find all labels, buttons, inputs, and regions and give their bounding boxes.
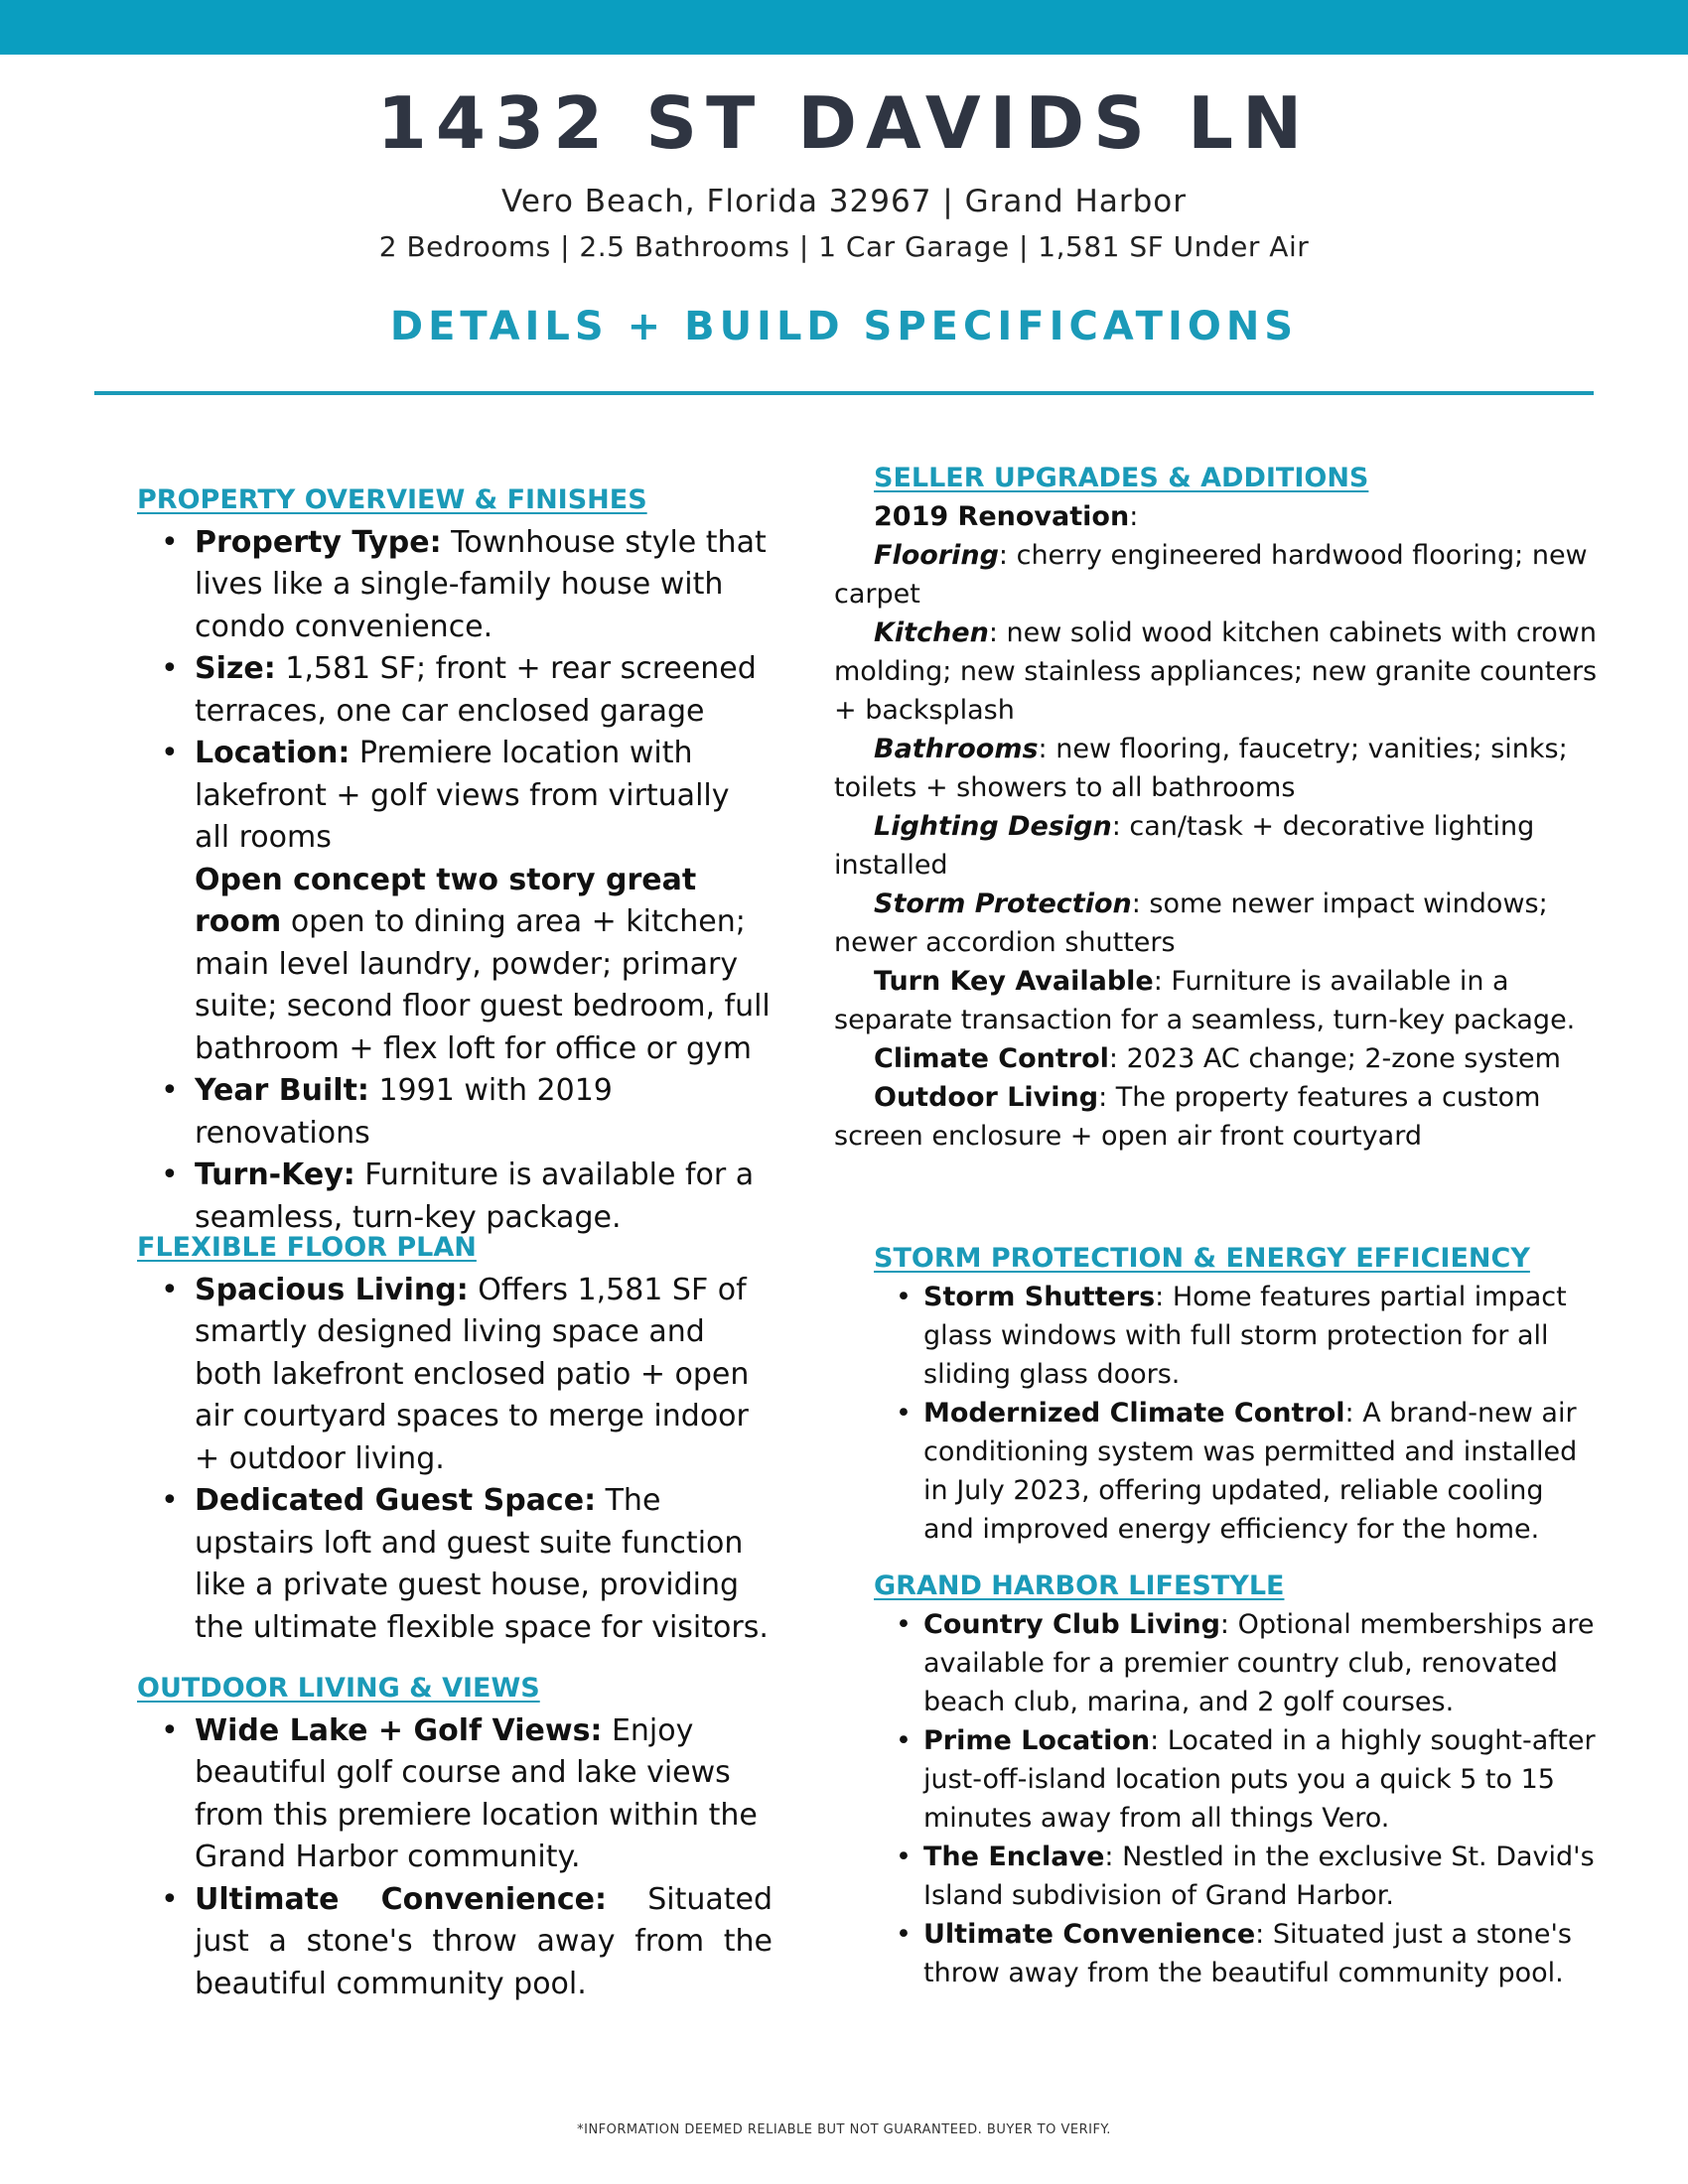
- item-label: Lighting Design: [874, 811, 1112, 842]
- item-label: Year Built:: [195, 1073, 369, 1108]
- item-text: Premiere location with lakefront + golf views from virtually all rooms: [195, 736, 730, 855]
- upgrade-item: [834, 1078, 1599, 1156]
- list-item: [137, 1710, 773, 1879]
- renovation-label: 2019 Renovation: [874, 501, 1130, 532]
- item-text: : cherry engineered hardwood flooring; new carpet: [834, 540, 1588, 610]
- list-item: [834, 1838, 1599, 1915]
- item-text: 1,581 SF; front + rear screened terraces, one car enclosed garage: [195, 651, 757, 729]
- upgrade-item: [834, 730, 1599, 807]
- item-text: Enjoy beautiful golf course and lake views from this premiere location within the Grand Harbor community.: [195, 1712, 758, 1874]
- section-title: DETAILS + BUILD SPECIFICATIONS: [389, 304, 1299, 349]
- list-item: [834, 1278, 1599, 1394]
- item-text: : A brand-new air conditioning system was permitted and installed in July 2023, offering updated, reliable cooling and improved energy efficiency for the home.: [923, 1398, 1578, 1545]
- upgrades-section: [834, 459, 1599, 1156]
- item-label: Wide Lake + Golf Views:: [195, 1712, 603, 1748]
- list-item: [137, 1070, 773, 1155]
- list-item: [137, 522, 773, 649]
- floor-plan-section: [137, 1227, 773, 1649]
- item-text: Furniture is available for a seamless, turn-key package.: [195, 1158, 755, 1235]
- page-title: 1432 ST DAVIDS LN: [376, 81, 1312, 165]
- item-text: 1991 with 2019 renovations: [195, 1073, 613, 1151]
- item-label: Modernized Climate Control: [923, 1398, 1345, 1429]
- item-label: Flooring: [874, 540, 999, 571]
- item-label: Location:: [195, 736, 351, 770]
- item-label: Open concept two story great room: [195, 862, 697, 939]
- divider: [94, 391, 1594, 395]
- property-overview-section: [137, 479, 773, 1239]
- upgrade-item: [834, 614, 1599, 730]
- upgrade-item: [834, 885, 1599, 962]
- top-accent-bar: [0, 0, 1688, 55]
- renovation-colon: :: [1129, 501, 1139, 532]
- item-text: : Nestled in the exclusive St. David's Island subdivision of Grand Harbor.: [923, 1842, 1595, 1911]
- list-item: [834, 1721, 1599, 1838]
- list-item: [834, 1394, 1599, 1549]
- specs-line: 2 Bedrooms | 2.5 Bathrooms | 1 Car Garage | 1,581 SF Under Air: [378, 230, 1310, 263]
- item-text: : The property features a custom screen enclosure + open air front courtyard: [834, 1082, 1541, 1152]
- item-text: : some newer impact windows; newer accordion shutters: [834, 888, 1548, 958]
- item-text: : new flooring, faucetry; vanities; sinks; toilets + showers to all bathrooms: [834, 734, 1568, 803]
- item-label: Storm Shutters: [923, 1282, 1156, 1312]
- upgrade-item: [834, 807, 1599, 885]
- item-label: Dedicated Guest Space:: [195, 1483, 597, 1518]
- outdoor-heading: OUTDOOR LIVING & VIEWS: [137, 1673, 540, 1704]
- outdoor-section: [137, 1668, 773, 2005]
- disclaimer: *INFORMATION DEEMED RELIABLE BUT NOT GUARANTEED. BUYER TO VERIFY.: [577, 2122, 1111, 2137]
- item-label: Ultimate Convenience: [923, 1919, 1256, 1950]
- item-text: : Furniture is available in a separate transaction for a seamless, turn-key package.: [834, 966, 1576, 1035]
- item-label: Spacious Living:: [195, 1272, 469, 1307]
- storm-energy-section: [834, 1239, 1599, 1549]
- item-text: : Optional memberships are available for a premier country club, renovated beach club, marina, and 2 golf courses.: [923, 1609, 1595, 1717]
- list-item: [137, 648, 773, 733]
- list-item: [137, 1879, 773, 2006]
- storm-energy-heading: STORM PROTECTION & ENERGY EFFICIENCY: [874, 1243, 1530, 1274]
- item-label: Turn-Key:: [195, 1158, 355, 1192]
- item-label: Turn Key Available: [874, 966, 1154, 997]
- upgrades-heading: SELLER UPGRADES & ADDITIONS: [874, 463, 1369, 493]
- item-text: : Located in a highly sought-after just-off-island location puts you a quick 5 to 15 minutes away from all things Vero.: [923, 1725, 1596, 1834]
- list-item: [137, 1270, 773, 1481]
- item-text: open to dining area + kitchen; main level laundry, powder; primary suite; second floor guest bedroom, full bathroom + flex loft for office or gym: [195, 904, 771, 1066]
- list-item: [834, 1605, 1599, 1721]
- item-label: Size:: [195, 651, 276, 686]
- item-text: Townhouse style that lives like a single-family house with condo convenience.: [195, 524, 767, 644]
- item-label: Country Club Living: [923, 1609, 1220, 1640]
- location-line: Vero Beach, Florida 32967 | Grand Harbor: [501, 184, 1187, 219]
- upgrade-item: [834, 536, 1599, 614]
- list-item: [137, 1480, 773, 1649]
- item-text: Offers 1,581 SF of smartly designed living space and both lakefront enclosed patio + open air courtyard spaces to merge indoor + outdoor living.: [195, 1272, 750, 1476]
- upgrade-item: [834, 1039, 1599, 1078]
- item-text: : 2023 AC change; 2-zone system: [1108, 1043, 1561, 1074]
- item-label: Outdoor Living: [874, 1082, 1099, 1113]
- item-text: : new solid wood kitchen cabinets with crown molding; new stainless appliances; new granite counters + backsplash: [834, 617, 1598, 726]
- lifestyle-section: [834, 1567, 1599, 1992]
- list-item: [137, 733, 773, 860]
- list-item: [137, 860, 773, 1071]
- item-text: : Home features partial impact glass windows with full storm protection for all sliding glass doors.: [923, 1282, 1567, 1390]
- item-label: Property Type:: [195, 524, 442, 560]
- list-item: [834, 1915, 1599, 1992]
- upgrade-item: [834, 962, 1599, 1039]
- item-text: : can/task + decorative lighting installed: [834, 811, 1535, 881]
- item-label: Ultimate Convenience:: [195, 1881, 607, 1917]
- item-label: Climate Control: [874, 1043, 1109, 1074]
- item-text: : Situated just a stone's throw away from the beautiful community pool.: [923, 1919, 1572, 1988]
- property-overview-heading: PROPERTY OVERVIEW & FINISHES: [137, 484, 647, 515]
- item-label: The Enclave: [923, 1842, 1105, 1872]
- item-label: Storm Protection: [874, 888, 1132, 919]
- item-text: The upstairs loft and guest suite function like a private guest house, providing the ultimate flexible space for visitors.: [195, 1483, 769, 1645]
- renovation-line: [834, 497, 1599, 536]
- item-label: Bathrooms: [874, 734, 1039, 764]
- item-text: Situated just a stone's throw away from the beautiful community pool.: [195, 1881, 774, 2001]
- item-label: Prime Location: [923, 1725, 1151, 1756]
- item-label: Kitchen: [874, 617, 989, 648]
- floor-plan-heading: FLEXIBLE FLOOR PLAN: [137, 1232, 477, 1263]
- lifestyle-heading: GRAND HARBOR LIFESTYLE: [874, 1570, 1285, 1601]
